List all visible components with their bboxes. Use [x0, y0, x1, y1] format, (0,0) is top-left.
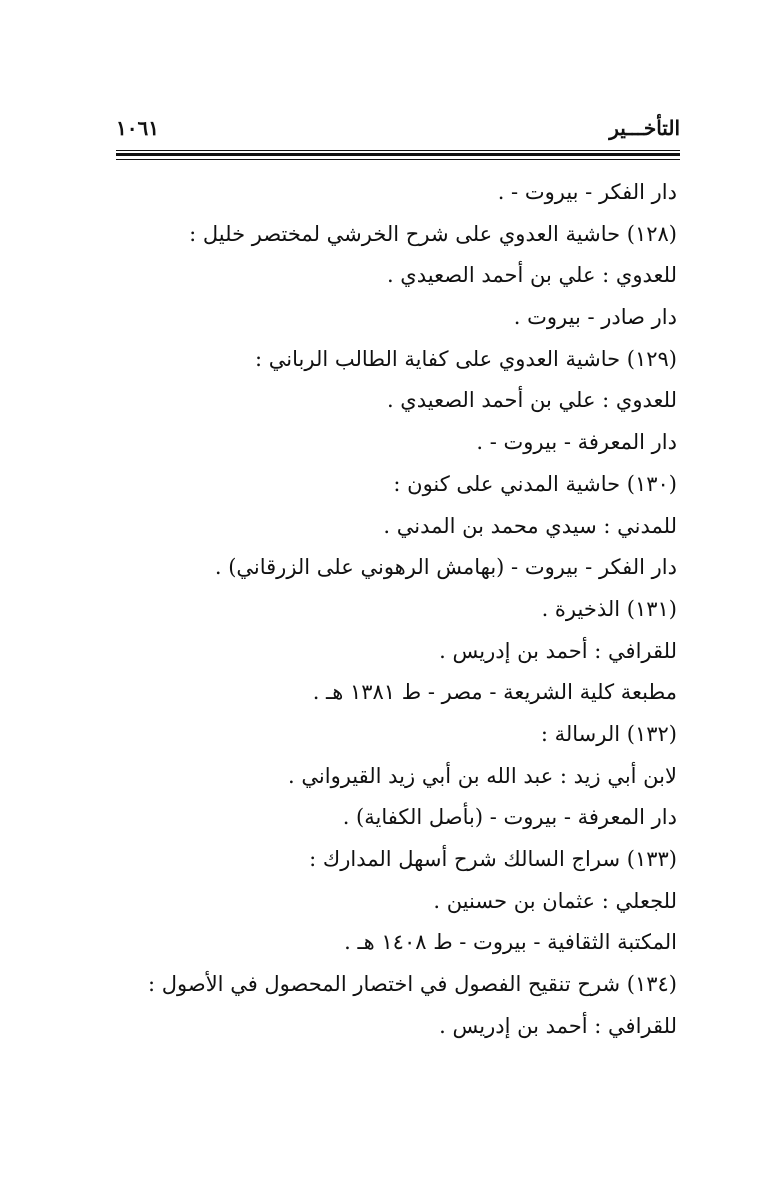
- publisher-line: المكتبة الثقافية - بيروت - ط ١٤٠٨ هـ .: [344, 930, 677, 955]
- publisher-line: مطبعة كلية الشريعة - مصر - ط ١٣٨١ هـ .: [312, 680, 677, 705]
- publisher-line: دار المعرفة - بيروت - .: [476, 430, 677, 455]
- bibliography-entries: [87, 172, 677, 1047]
- entry-title-130: (١٣٠) حاشية المدني على كنون :: [393, 471, 677, 496]
- publisher-line: دار الفكر - بيروت - .: [497, 180, 677, 204]
- entry-title-128: (١٢٨) حاشية العدوي على شرح الخرشي لمختصر خليل :: [189, 221, 677, 246]
- author-line: للمدني : سيدي محمد بن المدني .: [383, 513, 677, 538]
- author-line: للقرافي : أحمد بن إدريس .: [439, 638, 677, 663]
- author-line: للجعلي : عثمان بن حسنين .: [433, 888, 677, 913]
- publisher-line: دار المعرفة - بيروت - (بأصل الكفاية) .: [342, 805, 677, 830]
- entry-title-134: (١٣٤) شرح تنقيح الفصول في اختصار المحصول في الأصول :: [148, 972, 677, 997]
- header-rule-thin-bottom: [116, 159, 680, 160]
- entry-title-132: (١٣٢) الرسالة :: [540, 721, 677, 746]
- running-header: [116, 116, 680, 146]
- header-rule-thin-top: [116, 150, 680, 151]
- author-line: لابن أبي زيد : عبد الله بن أبي زيد القيرواني .: [288, 763, 677, 788]
- author-line: للقرافي : أحمد بن إدريس .: [439, 1013, 677, 1038]
- entry-title-131: (١٣١) الذخيرة .: [541, 596, 677, 621]
- header-rule-thick: [116, 153, 680, 156]
- publisher-line: دار الفكر - بيروت - (بهامش الرهوني على الزرقاني) .: [214, 555, 677, 580]
- author-line: للعدوي : علي بن أحمد الصعيدي .: [386, 388, 677, 413]
- entry-title-133: (١٣٣) سراج السالك شرح أسهل المدارك :: [309, 847, 677, 871]
- entry-title-129: (١٢٩) حاشية العدوي على كفاية الطالب الرباني :: [255, 346, 677, 371]
- running-title: التأخـــير: [609, 116, 680, 140]
- author-line: للعدوي : علي بن أحمد الصعيدي .: [386, 263, 677, 288]
- publisher-line: دار صادر - بيروت .: [513, 305, 677, 330]
- page-number: ١٠٦١: [116, 116, 159, 140]
